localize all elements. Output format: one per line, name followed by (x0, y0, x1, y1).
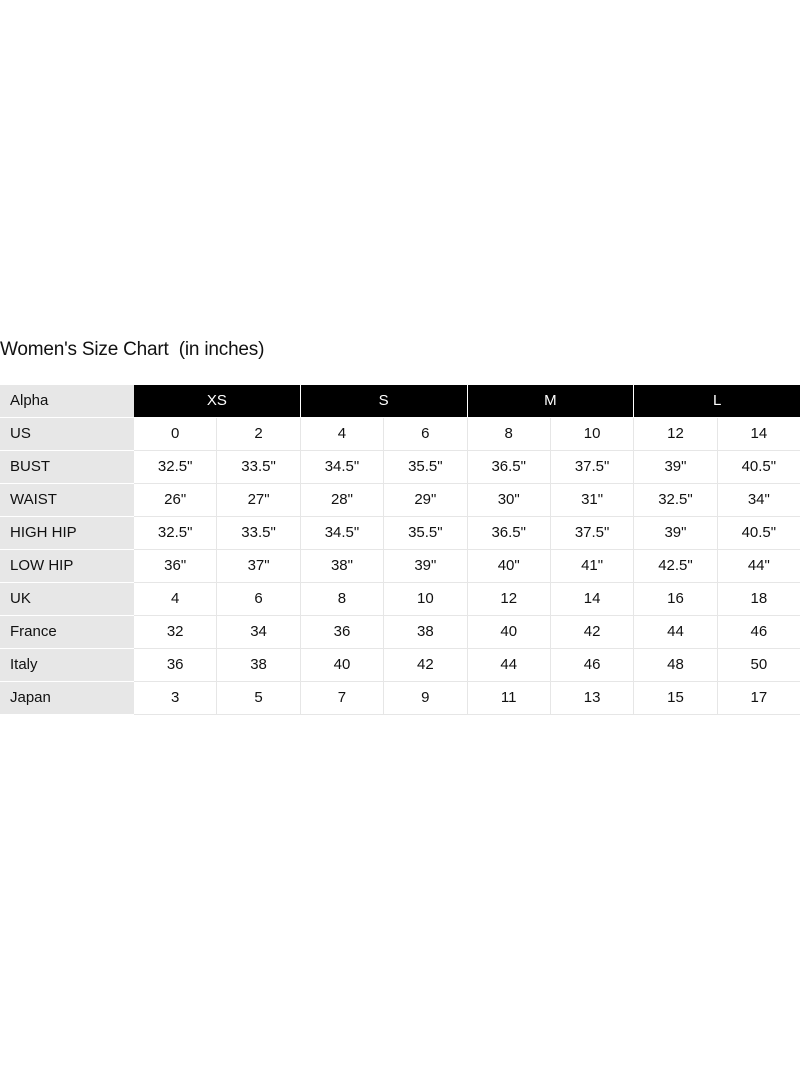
table-cell: 48 (634, 648, 717, 681)
table-cell: 18 (717, 582, 800, 615)
table-cell: 35.5" (384, 450, 467, 483)
row-label: WAIST (1, 483, 134, 516)
table-row (1, 615, 800, 648)
table-cell: 29" (384, 483, 467, 516)
table-cell: 32.5" (134, 516, 217, 549)
table-cell: 8 (300, 582, 383, 615)
table-cell: 14 (717, 417, 800, 450)
row-label: France (1, 615, 134, 648)
alpha-group-s: S (300, 384, 467, 417)
table-cell: 32 (134, 615, 217, 648)
table-cell: 28" (300, 483, 383, 516)
table-cell: 14 (550, 582, 633, 615)
table-cell: 31" (550, 483, 633, 516)
table-cell: 6 (217, 582, 300, 615)
table-row (1, 450, 800, 483)
table-cell: 35.5" (384, 516, 467, 549)
table-cell: 36.5" (467, 450, 550, 483)
table-cell: 15 (634, 681, 717, 714)
table-row (1, 516, 800, 549)
table-cell: 12 (634, 417, 717, 450)
row-label: US (1, 417, 134, 450)
table-cell: 40" (467, 549, 550, 582)
table-cell: 11 (467, 681, 550, 714)
row-label-alpha: Alpha (1, 384, 134, 417)
row-label: BUST (1, 450, 134, 483)
table-cell: 16 (634, 582, 717, 615)
table-cell: 42 (550, 615, 633, 648)
table-row (1, 681, 800, 714)
table-cell: 10 (384, 582, 467, 615)
table-cell: 38 (384, 615, 467, 648)
table-cell: 7 (300, 681, 383, 714)
table-cell: 39" (384, 549, 467, 582)
table-cell: 12 (467, 582, 550, 615)
row-label: UK (1, 582, 134, 615)
table-cell: 42 (384, 648, 467, 681)
table-row (1, 483, 800, 516)
table-cell: 38" (300, 549, 383, 582)
table-cell: 41" (550, 549, 633, 582)
table-cell: 32.5" (134, 450, 217, 483)
alpha-group-m: M (467, 384, 634, 417)
table-cell: 2 (217, 417, 300, 450)
table-cell: 10 (550, 417, 633, 450)
row-label: Italy (1, 648, 134, 681)
row-label: Japan (1, 681, 134, 714)
table-cell: 40 (467, 615, 550, 648)
table-cell: 38 (217, 648, 300, 681)
alpha-group-l: L (634, 384, 800, 417)
table-cell: 40 (300, 648, 383, 681)
table-cell: 34 (217, 615, 300, 648)
table-cell: 32.5" (634, 483, 717, 516)
table-cell: 44 (634, 615, 717, 648)
table-cell: 6 (384, 417, 467, 450)
table-cell: 0 (134, 417, 217, 450)
table-cell: 46 (550, 648, 633, 681)
table-cell: 37.5" (550, 450, 633, 483)
table-cell: 33.5" (217, 516, 300, 549)
table-cell: 30" (467, 483, 550, 516)
table-cell: 17 (717, 681, 800, 714)
table-cell: 27" (217, 483, 300, 516)
table-cell: 40.5" (717, 450, 800, 483)
table-cell: 4 (300, 417, 383, 450)
table-cell: 44" (717, 549, 800, 582)
table-cell: 36 (300, 615, 383, 648)
table-cell: 36 (134, 648, 217, 681)
table-cell: 39" (634, 450, 717, 483)
table-cell: 26" (134, 483, 217, 516)
table-cell: 42.5" (634, 549, 717, 582)
row-label: HIGH HIP (1, 516, 134, 549)
table-cell: 40.5" (717, 516, 800, 549)
table-cell: 50 (717, 648, 800, 681)
size-chart-table (0, 383, 800, 715)
row-label: LOW HIP (1, 549, 134, 582)
table-cell: 39" (634, 516, 717, 549)
table-row (1, 648, 800, 681)
table-row (1, 417, 800, 450)
table-cell: 9 (384, 681, 467, 714)
table-cell: 36.5" (467, 516, 550, 549)
table-cell: 34.5" (300, 450, 383, 483)
table-cell: 3 (134, 681, 217, 714)
table-cell: 44 (467, 648, 550, 681)
table-row (1, 582, 800, 615)
table-cell: 33.5" (217, 450, 300, 483)
table-row (1, 549, 800, 582)
table-cell: 5 (217, 681, 300, 714)
table-cell: 37.5" (550, 516, 633, 549)
table-cell: 4 (134, 582, 217, 615)
page-title: Women's Size Chart (in inches) (0, 339, 265, 360)
table-cell: 8 (467, 417, 550, 450)
alpha-group-xs: XS (134, 384, 301, 417)
table-cell: 34.5" (300, 516, 383, 549)
table-cell: 46 (717, 615, 800, 648)
table-cell: 36" (134, 549, 217, 582)
table-cell: 34" (717, 483, 800, 516)
table-cell: 13 (550, 681, 633, 714)
table-cell: 37" (217, 549, 300, 582)
alpha-row (1, 384, 800, 417)
